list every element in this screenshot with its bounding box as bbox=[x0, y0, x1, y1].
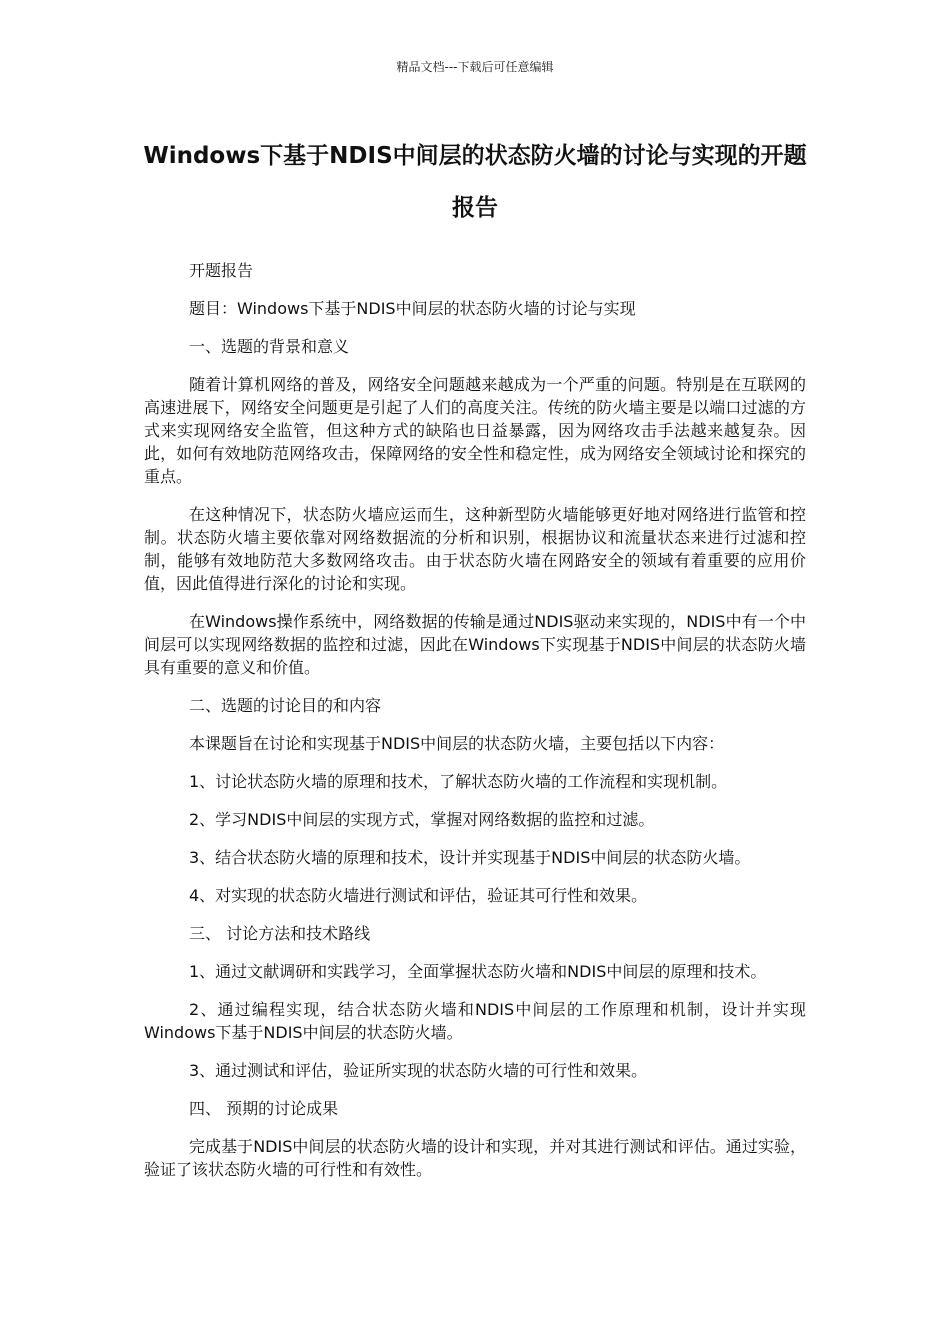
list-item: 2、学习NDIS中间层的实现方式，掌握对网络数据的监控和过滤。 bbox=[189, 810, 655, 829]
paragraph: 完成基于NDIS中间层的状态防火墙的设计和实现，并对其进行测试和评估。通过实验，验证了该状态防火墙的可行性和有效性。 bbox=[144, 1137, 806, 1179]
list-item: 3、通过测试和评估，验证所实现的状态防火墙的可行性和效果。 bbox=[189, 1061, 648, 1080]
section-heading-4: 四、 预期的讨论成果 bbox=[189, 1099, 339, 1118]
topic-line: 题目：Windows下基于NDIS中间层的状态防火墙的讨论与实现 bbox=[189, 299, 636, 318]
document-body bbox=[144, 259, 806, 1196]
list-item: 1、通过文献调研和实践学习，全面掌握状态防火墙和NDIS中间层的原理和技术。 bbox=[189, 962, 767, 981]
section-heading-2: 二、选题的讨论目的和内容 bbox=[189, 696, 382, 715]
paragraph: 在Windows操作系统中，网络数据的传输是通过NDIS驱动来实现的，NDIS中有一个中间层可以实现网络数据的监控和过滤，因此在Windows下实现基于NDIS中间层的状态防火墙具有重要的意义和价值。 bbox=[144, 612, 806, 677]
list-item: 4、对实现的状态防火墙进行测试和评估，验证其可行性和效果。 bbox=[189, 886, 648, 905]
section-heading-1: 一、选题的背景和意义 bbox=[189, 337, 350, 356]
section-label: 开题报告 bbox=[189, 261, 254, 280]
section-heading-3: 三、 讨论方法和技术路线 bbox=[189, 924, 371, 943]
paragraph: 随着计算机网络的普及，网络安全问题越来越成为一个严重的问题。特别是在互联网的高速进展下，网络安全问题更是引起了人们的高度关注。传统的防火墙主要是以端口过滤的方式来实现网络安全监管，但这种方式的缺陷也日益暴露，因为网络攻击手法越来越复杂。因此，如何有效地防范网络攻击，保障网络的安全性和稳定性，成为网络安全领域讨论和探究的重点。 bbox=[144, 375, 806, 486]
paragraph: 本课题旨在讨论和实现基于NDIS中间层的状态防火墙，主要包括以下内容： bbox=[189, 734, 725, 753]
list-item: 2、通过编程实现，结合状态防火墙和NDIS中间层的工作原理和机制，设计并实现Windows下基于NDIS中间层的状态防火墙。 bbox=[144, 1000, 806, 1042]
list-item: 1、讨论状态防火墙的原理和技术，了解状态防火墙的工作流程和实现机制。 bbox=[189, 772, 728, 791]
document-title: Windows下基于NDIS中间层的状态防火墙的讨论与实现的开题报告 bbox=[143, 143, 807, 221]
page-header: 精品文档---下载后可任意编辑 bbox=[396, 60, 554, 74]
paragraph: 在这种情况下，状态防火墙应运而生，这种新型防火墙能够更好地对网络进行监管和控制。状态防火墙主要依靠对网络数据流的分析和识别，根据协议和流量状态来进行过滤和控制，能够有效地防范大多数网络攻击。由于状态防火墙在网路安全的领域有着重要的应用价值，因此值得进行深化的讨论和实现。 bbox=[144, 505, 806, 593]
list-item: 3、结合状态防火墙的原理和技术，设计并实现基于NDIS中间层的状态防火墙。 bbox=[189, 848, 751, 867]
